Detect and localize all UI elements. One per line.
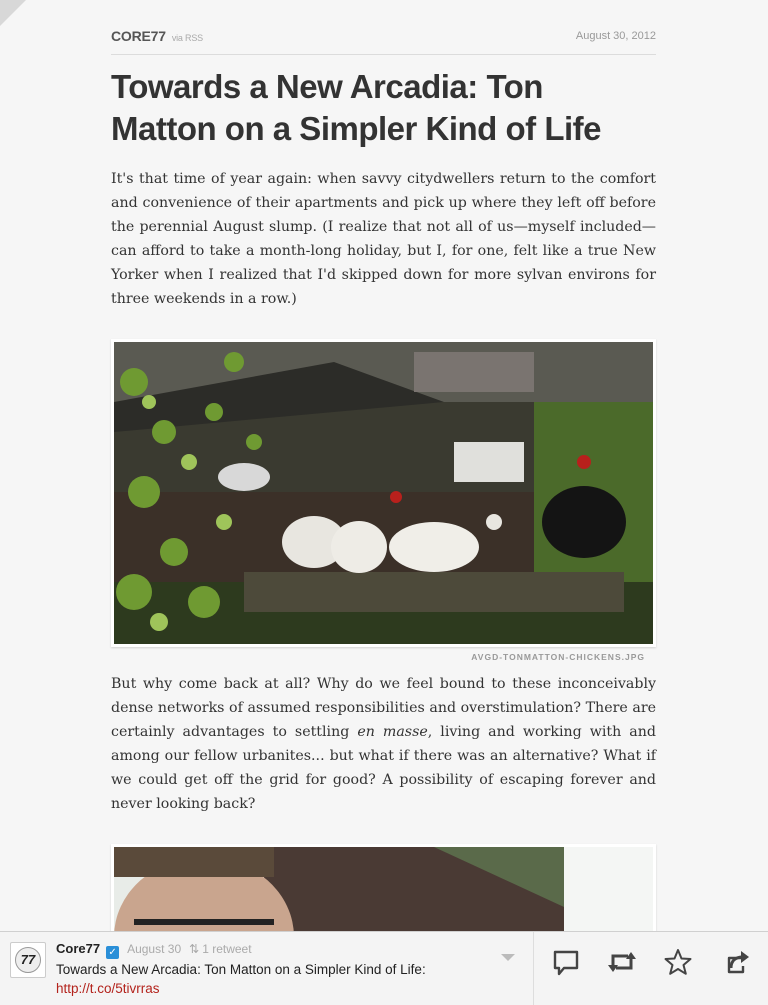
tweet-bar	[0, 931, 768, 1005]
via-label: via RSS	[171, 33, 203, 43]
retweet-small-icon: ⇅	[189, 942, 200, 956]
dropdown-arrow-icon[interactable]	[501, 954, 515, 961]
paragraph-2-emphasis: en masse	[357, 724, 428, 740]
article-date: August 30, 2012	[575, 30, 656, 42]
article-paragraph-1: It's that time of year again: when savvy citydwellers return to the comfort and convenience of their apartments and pick up where they left off before the perennial August slump. (I realize that not all of us—myself included—can afford to take a month-long holiday, but I, for one, felt like a true New Yorker when I realized that I'd skipped down for more sylvan environs for three weekends in a row.)	[111, 171, 656, 307]
action-divider	[533, 932, 534, 1005]
source-label[interactable]	[111, 28, 203, 44]
favorite-button[interactable]	[662, 946, 694, 978]
retweet-count[interactable]: 1 retweet	[202, 942, 252, 956]
avatar[interactable]	[10, 942, 46, 978]
reply-button[interactable]	[550, 946, 582, 978]
article-image-chickens[interactable]	[111, 339, 656, 647]
reply-icon	[550, 946, 582, 978]
source-name[interactable]: CORE77	[111, 28, 166, 44]
article-paragraph-2	[111, 672, 656, 816]
star-icon	[662, 946, 694, 978]
page-fold-corner[interactable]	[0, 0, 26, 26]
tweet-body: Towards a New Arcadia: Ton Matton on a Simpler Kind of Life:	[56, 962, 426, 977]
article-meta	[111, 28, 656, 55]
tweet-text	[56, 960, 496, 998]
share-button[interactable]	[719, 946, 751, 978]
paragraph-2-text-a: But why come back at all? Why do we feel bound to these inconceivably dense networks of assumed responsibilities and overstimulation? There are certainly advantages to settling	[111, 676, 656, 740]
tweet-author-name[interactable]: Core77	[56, 941, 101, 956]
verified-badge-icon: ✓	[106, 946, 119, 959]
tweet-header	[56, 941, 252, 959]
avatar-logo: 77	[15, 947, 41, 973]
retweet-icon	[606, 946, 638, 978]
chickens-photo-graphic	[114, 342, 653, 644]
image-caption: AVGD-TONMATTON-CHICKENS.JPG	[471, 652, 645, 662]
paragraph-2-text-b: , living and working with and among our fellow urbanites... but what if there was an alternative? What if we could get off the grid for good? A possibility of escaping forever and never looking back?	[111, 724, 656, 812]
tweet-date[interactable]: August 30	[127, 942, 182, 956]
share-icon	[719, 946, 751, 978]
retweet-button[interactable]	[606, 946, 638, 978]
article-title: Towards a New Arcadia: Ton Matton on a Simpler Kind of Life	[111, 68, 601, 147]
chickens-photo	[114, 342, 653, 644]
tweet-link[interactable]: http://t.co/5tivrras	[56, 981, 160, 996]
